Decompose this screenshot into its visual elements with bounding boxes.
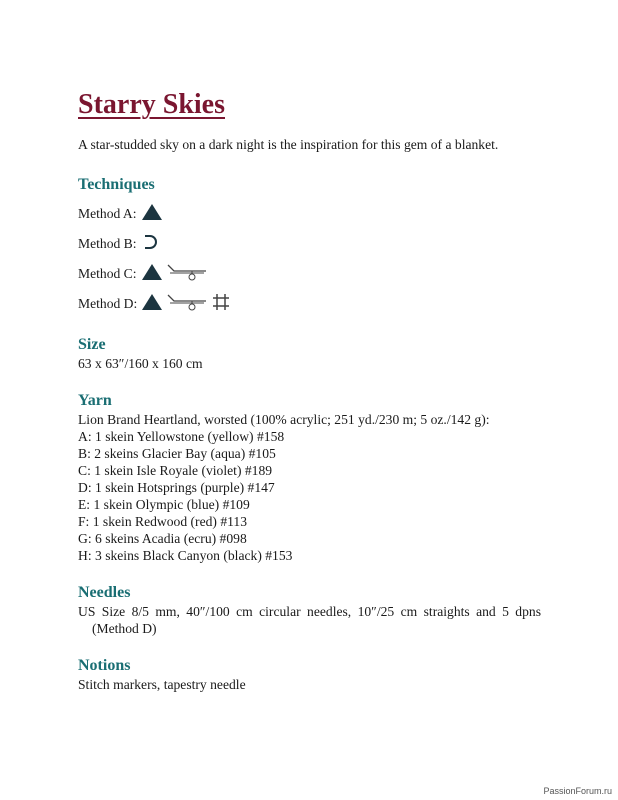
method-d <box>78 289 541 319</box>
method-label: Method A: <box>78 206 137 221</box>
knitting-needles-icon <box>141 293 163 315</box>
method-a <box>78 199 541 229</box>
sewing-machine-icon <box>166 292 208 316</box>
notions-text: Stitch markers, tapestry needle <box>78 677 246 692</box>
knitting-needles-icon <box>141 263 163 285</box>
method-b <box>78 229 541 259</box>
list-item: C: 1 skein Isle Royale (violet) #189 <box>78 463 273 478</box>
list-item: D: 1 skein Hotsprings (purple) #147 <box>78 480 275 495</box>
notions-heading: Notions <box>78 657 131 674</box>
size-heading: Size <box>78 336 106 353</box>
method-label: Method D: <box>78 296 138 311</box>
yarn-intro: Lion Brand Heartland, worsted (100% acrylic; 251 yd./230 m; 5 oz./142 g): <box>78 412 490 427</box>
list-item: E: 1 skein Olympic (blue) #109 <box>78 497 250 512</box>
list-item: G: 6 skeins Acadia (ecru) #098 <box>78 531 247 546</box>
knitting-needles-icon <box>141 203 163 225</box>
needles-text: US Size 8/5 mm, 40″/100 cm circular needles, 10″/25 cm straights and 5 dpns (Method D) <box>78 604 541 636</box>
intro-text: A star-studded sky on a dark night is the inspiration for this gem of a blanket. <box>78 137 499 152</box>
list-item: B: 2 skeins Glacier Bay (aqua) #105 <box>78 446 276 461</box>
yarn-heading: Yarn <box>78 392 112 409</box>
list-item: H: 3 skeins Black Canyon (black) #153 <box>78 548 293 563</box>
method-label: Method C: <box>78 266 137 281</box>
list-item: F: 1 skein Redwood (red) #113 <box>78 514 248 529</box>
yarn-list <box>78 428 541 564</box>
grid-hash-icon <box>211 292 231 316</box>
crochet-hook-icon <box>141 233 159 255</box>
method-c <box>78 259 541 289</box>
size-text: 63 x 63″/160 x 160 cm <box>78 356 203 371</box>
needles-heading: Needles <box>78 584 131 601</box>
page-title: Starry Skies <box>78 89 225 120</box>
pattern-page <box>78 88 541 693</box>
sewing-machine-icon <box>166 262 208 286</box>
list-item: A: 1 skein Yellowstone (yellow) #158 <box>78 429 285 444</box>
watermark-footer: PassionForum.ru <box>543 786 612 796</box>
method-label: Method B: <box>78 236 137 251</box>
techniques-heading: Techniques <box>78 176 155 193</box>
methods-list <box>78 199 541 319</box>
